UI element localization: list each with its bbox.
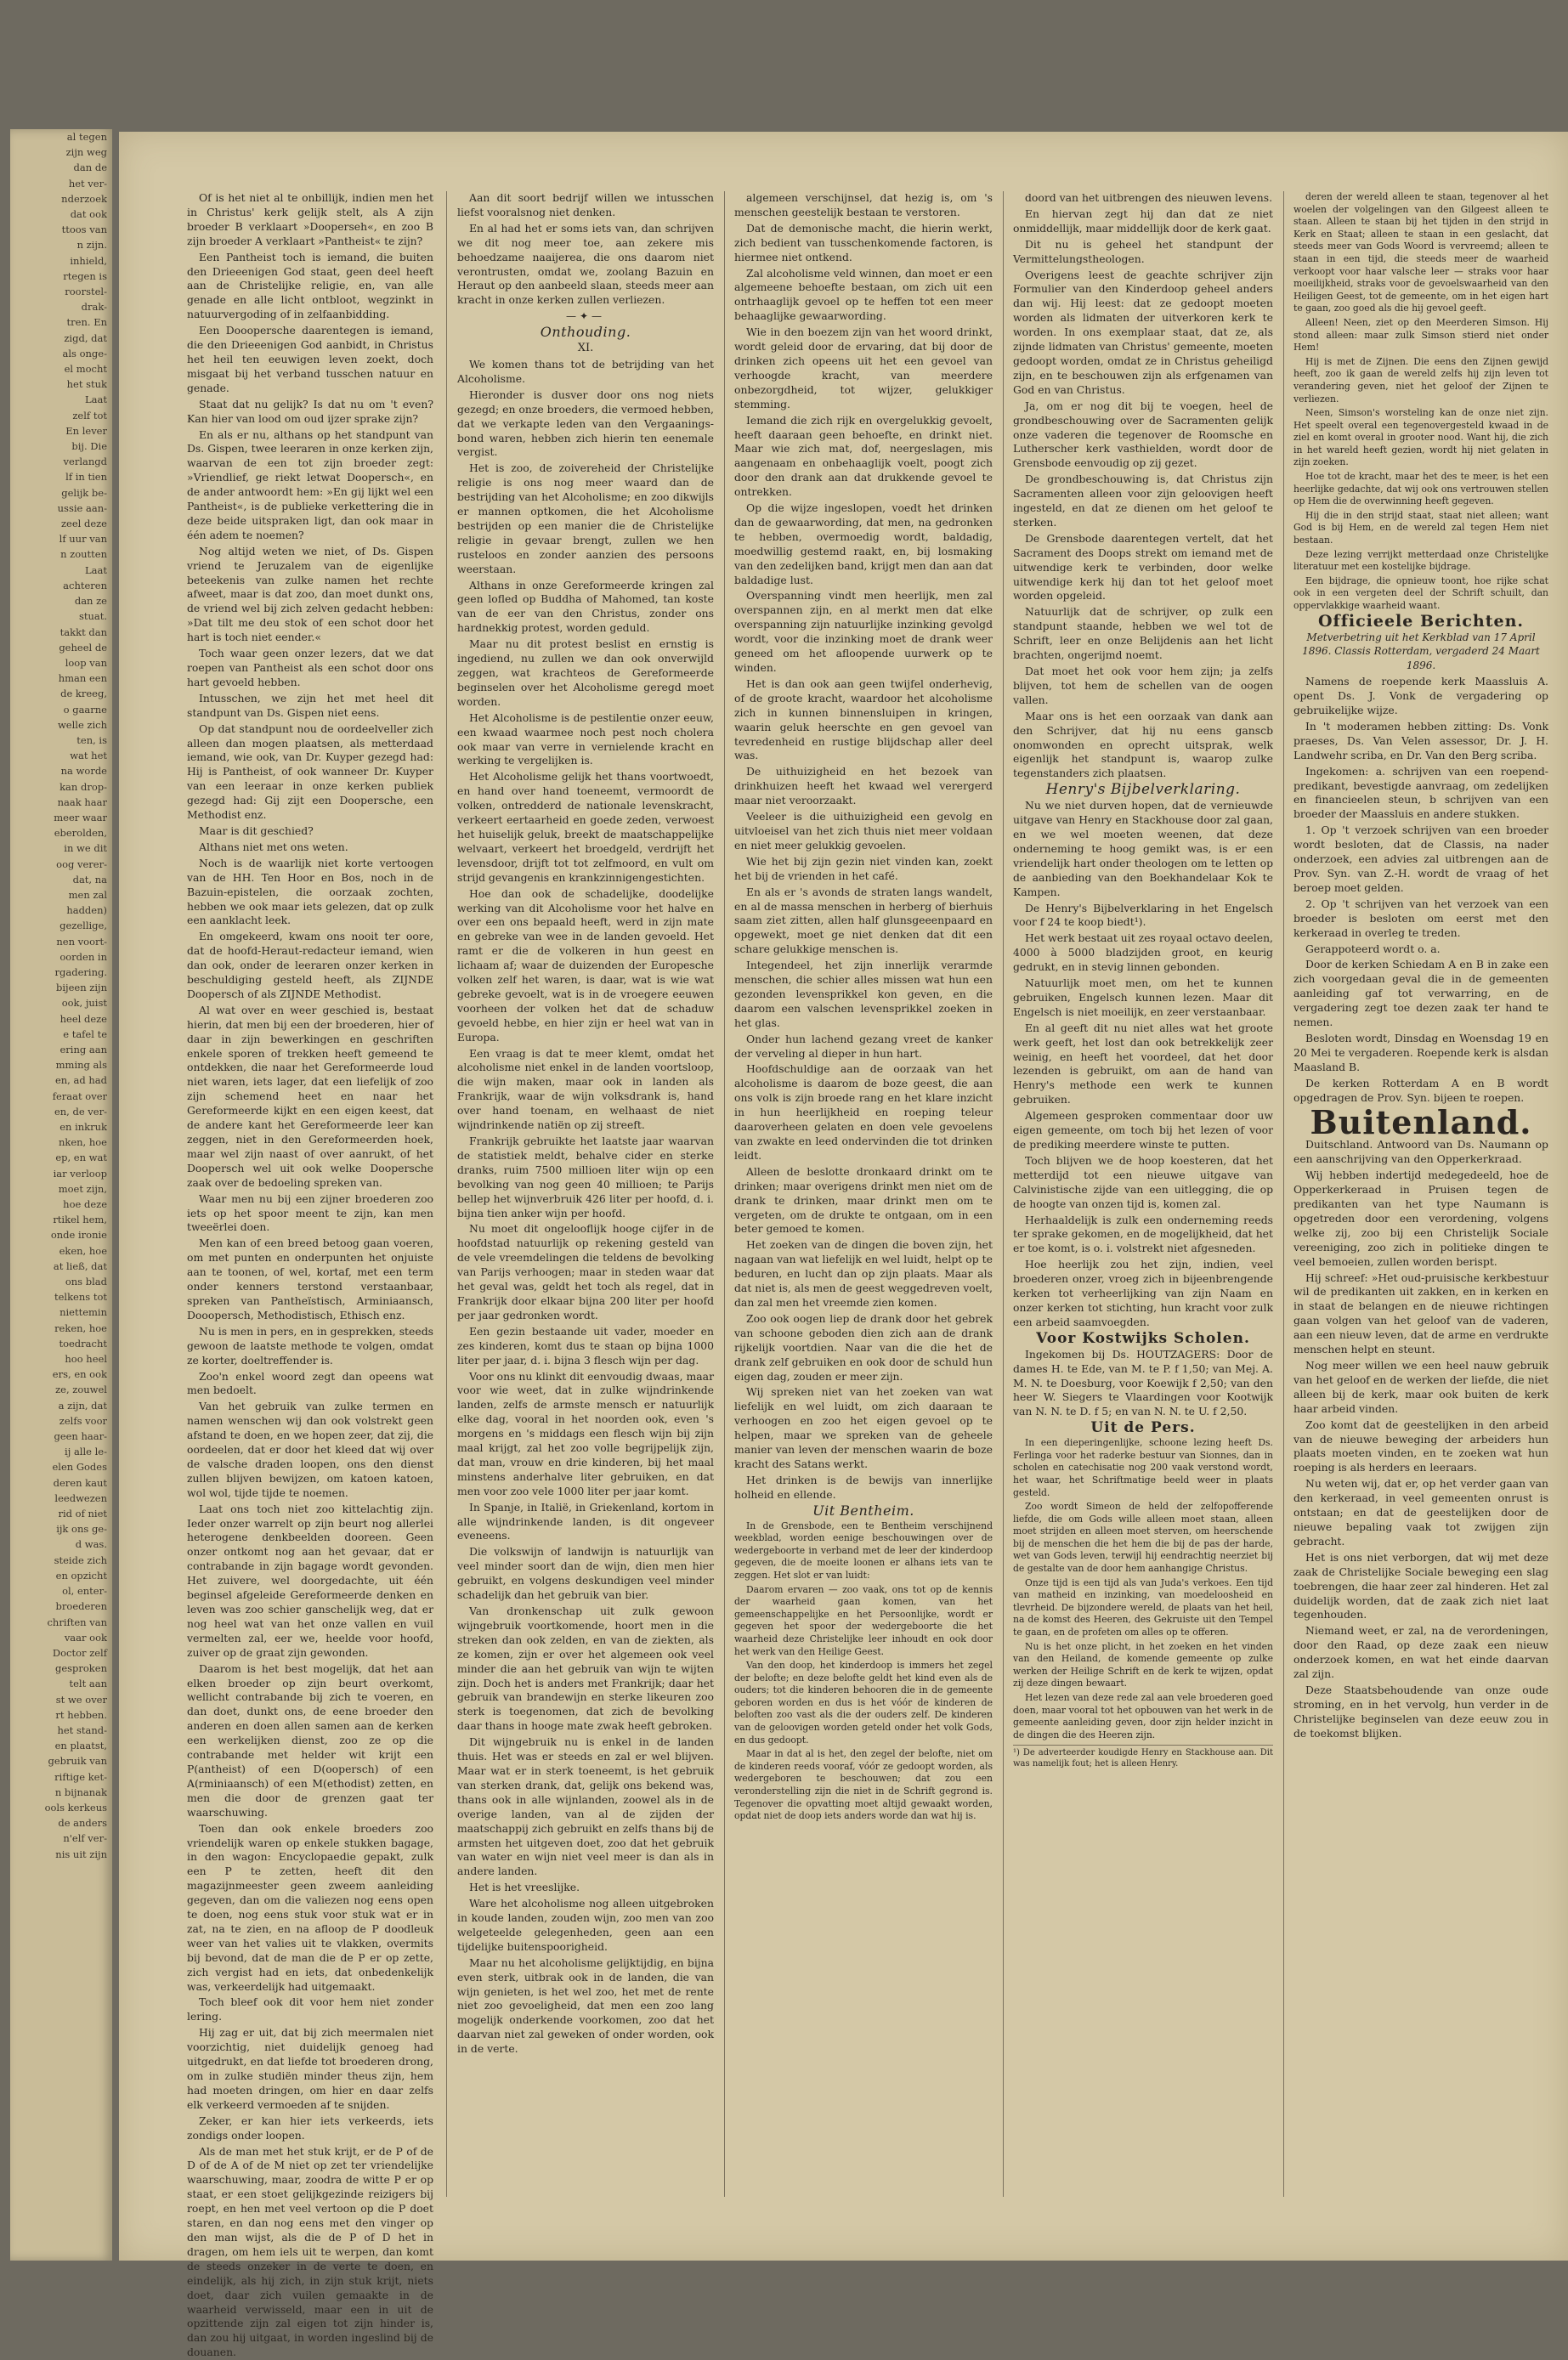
paragraph: En omgekeerd, kwam ons nooit ter oore, dat de hoofd-Heraut-redacteur iemand, wien dan ook, onder de leeraren onzer kerken in beschuldiging gesteld heeft, als ZIJNDE Doopersch of als ZIJNDE Methodist. <box>187 930 433 1000</box>
previous-page-line: oog verer- <box>56 857 107 870</box>
previous-page-line: riftige ket- <box>54 1770 107 1783</box>
paragraph: Ingekomen: a. schrijven van een roepend-predikant, bevestigde aanvraag, om zedelijken en financieelen steun, b schrijven van een broeder der Maassluis en andere stukken. <box>1293 764 1548 821</box>
paragraph: De grondbeschouwing is, dat Christus zijn Sacramenten alleen voor zijn geloovigen heeft ingesteld, en dat ze dienen om het geloof te sterken. <box>1013 473 1273 529</box>
paragraph: Voor ons nu klinkt dit eenvoudig dwaas, maar voor wie weet, dat in zulke wijndrinkende landen, zelfs de armste mensch er natuurlijk elke dag, vooral in het noorden ook, even 's morgens en 's middags een flesch wijn bij zijn maal krijgt, zal het zoo volle begrijpelijk zijn, dat man, vrouw en drie kinderen, bij het maal minstens anderhalve liter gebruiken, en dat men voor zoo vele 1000 liter per jaar komt. <box>457 1369 714 1497</box>
paragraph: Het Alcoholisme is de pestilentie onzer eeuw, een kwaad waarmee noch pest noch cholera ook maar van verre in vernielende kracht en werking te vergelijken is. <box>457 710 714 767</box>
previous-page-line: hoo heel <box>65 1353 107 1366</box>
paragraph: Toch waar geen onzer lezers, dat we dat roepen van Pantheist als een schot door ons hart gevoeld hebben. <box>187 647 433 688</box>
previous-page-line: o gaarne <box>63 703 107 716</box>
previous-page-line: e tafel te <box>63 1027 107 1040</box>
previous-page-line: ten, is <box>76 733 107 746</box>
previous-page-line: en inkruk <box>59 1121 107 1133</box>
paragraph: Een Pantheist toch is iemand, die buiten den Drieeenigen God staat, geen deel heeft aan de Christelijke religie, en, van alle genade en alle licht ontbloot, wegzinkt in natuurvergoding of in zelfaanbidding. <box>187 250 433 321</box>
paragraph: Toen dan ook enkele broeders zoo vriendelijk waren op enkele stukken bagage, in den wagon: Encyclopaedie gepakt, zulk een P te zetten, heeft dit den magazijnmeester geen zweem aanleiding gegeven, dan om die valiezen nog eens open te doen, nog eens stuk voor stuk wat er in zat, na te zien, en na afloop de P doodleuk weer van het valies uit te vlakken, overmits bij bevond, dat de man die de P er op zette, zich vergist had en iets, dat onbedenkelijk was, verkeerdelijk had uitgemaakt. <box>187 1821 433 1993</box>
previous-page-line: steide zich <box>54 1554 107 1566</box>
previous-page-line: ools kerkeus <box>44 1801 107 1814</box>
paragraph: Door de kerken Schiedam A en B in zake een zich voorgedaan geval die in de gemeenten aanleiding gaf tot verwarring, en de vergadering zegt toe dezen zaak ter hand te nemen. <box>1293 958 1548 1029</box>
paragraph: Alleen de beslotte dronkaard drinkt om te drinken; maar overigens drinkt men niet om de drank te drinken, maar drinkt men om te vergeten, om de drukte te ontgaan, om in een beter gemoed te komen. <box>734 1164 993 1236</box>
paragraph: 2. Op 't schrijven van het verzoek van een broeder is besloten om eerst met den kerkeraad in overleg te treden. <box>1293 897 1548 939</box>
previous-page-line: nderzoek <box>61 192 107 205</box>
paragraph: Zeker, er kan hier iets verkeerds, iets zondigs onder loopen. <box>187 2114 433 2142</box>
paragraph: Hoe tot de kracht, maar het des te meer, is het een heerlijke gedachte, dat wij ook ons vertrouwen stellen op Hem die de overwinning heeft gegeven. <box>1293 471 1548 507</box>
previous-page-line: de anders <box>58 1817 107 1830</box>
previous-page-line: gebruik van <box>48 1755 107 1768</box>
paragraph: Als de man met het stuk krijt, er de P of de D of de A of de M niet op zet ter vriendelijke waarschuwing, maar, zoodra de witte P er op staat, er een stoet gelijkgezinde reizigers bij roept, en hen met veel vertoon op die P doet staren, en dan nog eens met den vinger op den man wijst, als die de P of D het in dragen, om hem iels uit te werpen, dan komt de steeds onzeker in de verte te doen, en eindelijk, als hij zich, in zijn stuk krijt, niets doet, daar zich vuilen gemaakte in de waarheid verwisseld, maar een in uit de opzittende zijn zal eigen tot zijn hinder is, dan zou hij uitgaat, in worden ingeslind bij de douanen. <box>187 2144 433 2359</box>
dateline: Metverbetring uit het Kerkblad van 17 April 1896. Classis Rotterdam, vergaderd 24 Maart 1896. <box>1302 631 1540 672</box>
previous-page-line: toedracht <box>59 1337 107 1350</box>
paragraph: algemeen verschijnsel, dat hezig is, om 's menschen geestelijk bestaan te verstoren. <box>734 191 993 218</box>
paragraph: Nu weten wij, dat er, op het verder gaan van den kerkeraad, in veel gemeenten onrust is ontstaan; en dat de geestelijken door de nieuwe bepaling vaak tot zwijgen zijn gebracht. <box>1293 1477 1548 1548</box>
previous-page-line: gelijk be- <box>61 486 107 499</box>
paragraph: Op dat standpunt nou de oordeelveller zich alleen dan mogen plaatsen, als metterdaad iemand, wie ook, van Dr. Kuyper gezegd had: Hij is Pantheist, of ook wanneer Dr. Kuyper van een leeraar in onze kerken publiek gezegd had: Gij zijt een Doopersche, een Methodist enz. <box>187 722 433 822</box>
column-3 <box>734 191 993 2205</box>
paragraph: Het is zoo, de zoivereheid der Christelijke religie is ons nog meer waard dan de bestrijding van het Alcoholisme; en zoo dikwijls er mannen optkomen, die het Alcoholisme bestrijden op een manier die de Christelijke religie in gevaar brengt, zullen we hen rusteloos en zonder aanzien des persoons weerstaan. <box>457 461 714 575</box>
previous-page-line: achteren <box>63 579 107 591</box>
section-heading-officieele-berichten: Officieele Berichten. <box>1317 611 1525 631</box>
paragraph: Een Dooopersche daarentegen is iemand, die den Drieeenigen God aanbidt, in Christus het heil ten eeuwigen leven zoekt, doch misgaat bij het verband tusschen natuur en genade. <box>187 324 433 394</box>
previous-page-line: al tegen <box>66 131 107 143</box>
paragraph: Een bijdrage, die opnieuw toont, hoe rijke schat ook in een vergeten deel der Schrift schuilt, dan oppervlakkige waarheid waant. <box>1293 574 1548 611</box>
previous-page-line: meer waar <box>54 811 107 823</box>
previous-page-line: ttoos van <box>61 224 107 236</box>
article-heading-kootwijk: Voor Kostwijks Scholen. <box>1036 1329 1250 1347</box>
paragraph: Van dronkenschap uit zulk gewoon wijngebruik voortkomende, hoort men in die streken dan ook zelden, en van de ziekten, als ze komen, zijn er over het algemeen ook veel minder die aan het gebruik van wijn te wijten zijn. Doch het is anders met Frankrijk; daar het gebruik van brandewijn en sterke likeuren zoo sterk is toegenomen, dat zich de bevolking daar thans in hooge mate zwak heeft gebroken. <box>457 1604 714 1733</box>
paragraph: Gerappoteerd wordt o. a. <box>1305 942 1441 955</box>
paragraph: Nu is men in pers, en in gesprekken, steeds gewoon de laatste methode te volgen, omdat ze korter, doeltreffender is. <box>187 1324 433 1367</box>
previous-page-line: ook, juist <box>61 997 107 1010</box>
column-rule <box>1283 191 1284 2197</box>
previous-page-line: roorstel- <box>65 286 107 298</box>
article-heading-uit-bentheim: Uit Bentheim. <box>812 1502 914 1519</box>
previous-page-line: moet zijn, <box>58 1182 107 1195</box>
previous-page-line: de kreeg, <box>60 688 107 700</box>
previous-page-line: bij. Die <box>71 440 107 453</box>
paragraph: Al wat over en weer geschied is, bestaat hierin, dat men bij een der broederen, hier of daar in zijn bewerkingen en geschriften enkele sporen of trekken heeft gemeend te ontdekken, die naar het Gereformeerde loud niet waren, iets lager, dat een liefelijk of zoo zijn schemend heet en naar het Gereformeerde kijkt en een eigen keest, dat de andere kant het Gereformeerde leer kan zeggen, niet in den Gereformeerden hoek, maar wel zijn naast of over aanrukt, of het Doopersch wel uit ook welke Doopersche zaak over de bedoeling spreken van. <box>187 1003 433 1189</box>
previous-page-line: en, de ver- <box>54 1105 107 1118</box>
paragraph: Nog meer willen we een heel nauw gebruik van het geloof en de werken der liefde, die niet alleen bij de kerk, maar ook buiten de kerk haar arbeid vinden. <box>1293 1359 1548 1415</box>
previous-page-line: zelf tot <box>72 409 107 422</box>
previous-page-line: eberolden, <box>54 827 107 840</box>
previous-page-line: kan drop- <box>59 780 107 793</box>
paragraph: Laat ons toch niet zoo kittelachtig zijn. Ieder onzer warrelt op zijn beurt nog allerlei heterogene denkbeelden dooreen. Geen onzer ontkomt nog aan het gevaar, dat er contrabande in zijn bagage wordt gevonden. Het zuivere, wel doorgedachte, uit één beginsel afgeleide Gereformeerde denken en leven was zoo schier ganschelijk weg, dat er nog heel wat van het onze vallen en vuil vermelten zal, eer we, heelde voor hoofd, zuiver op de graat zijn gewonden. <box>187 1502 433 1659</box>
previous-page-line: hman een <box>58 672 107 685</box>
previous-page-line: eken, hoe <box>59 1244 107 1257</box>
previous-page-line: ons blad <box>65 1276 107 1288</box>
previous-page-line: telkens tot <box>54 1291 107 1304</box>
previous-page-line: iar verloop <box>53 1167 107 1180</box>
paragraph: Een vraag is dat te meer klemt, omdat het alcoholisme niet enkel in de landen voortsloop, die wijn maken, maar ook in landen als Frankrijk, waar de wijn volksdrank is, hand over hand toenam, en welhaast de niet wijndrinkende natiën op zij streeft. <box>457 1046 714 1132</box>
previous-page-line: gezellige, <box>59 920 107 932</box>
previous-page-line: chriften van <box>47 1616 107 1628</box>
paragraph: Die volkswijn of landwijn is natuurlijk van veel minder soort dan de wijn, dien men hier gebruikt, en volgens deskundigen veel minder schadelijk dan het gebruik van bier. <box>457 1545 714 1602</box>
paragraph: Zoo'n enkel woord zegt dan opeens wat men bedoelt. <box>187 1369 433 1397</box>
paragraph: Onder hun lachend gezang vreet de kanker der verveling al dieper in hun hart. <box>734 1032 993 1060</box>
paragraph: Hoofdschuldige aan de oorzaak van het alcoholisme is daarom de boze geest, die aan ons volk is zijn broede rang en het klare inzicht in hun heerlijkheid en roeping teleur daaroverheen gelaten en doen vele gevoelens van zwakte en leed ondervinden die tot drinken leidt. <box>734 1062 993 1162</box>
previous-page-line: het stuk <box>66 378 107 391</box>
previous-page-line: onde ironie <box>50 1229 107 1242</box>
paragraph: Hoe dan ook de schadelijke, doodelijke werking van dit Alcoholisme voor het halve en over een ons bepaald heeft, werd in zijn mate en gebreke van wee in de landen gevoeld. Het ramt er die de volkeren in hun geest en lichaam af; waar de duizenden der Europesche volken zelf het waren, is daar, wat is wie wat gebreke gevoelt, wat is in de vroegere eeuwen voorheen der volken het dat de schaduw gevoeld hebbe, en hier zijn er heel wat van in Europa. <box>457 886 714 1044</box>
paragraph: Hij die in den strijd staat, staat niet alleen; want God is bij Hem, en de wereld zal tegen Hem niet bestaan. <box>1293 509 1548 546</box>
paragraph: Het werk bestaat uit zes royaal octavo deelen, 4000 à 5000 bladzijden groot, en keurig gedrukt, en in stevig linnen gebonden. <box>1013 931 1273 974</box>
ornament-divider: —✦— <box>565 310 606 323</box>
paragraph: Een gezin bestaande uit vader, moeder en zes kinderen, komt dus te staan op bijna 1000 liter per jaar, d. i. bijna 3 flesch wijn per dag. <box>457 1324 714 1367</box>
paragraph: Daarom is het best mogelijk, dat het aan elken broeder op zijn beurt overkomt, wellicht contrabande bij zich te voeren, en dan doet, dunkt ons, de eene broeder den anderen en doen allen samen aan de kerken een werkelijken dienst, zoo ze op die contrabande met helder wit krijt een P(antheist) of een D(oopersch) of een A(rminiaansch) of een M(ethodist) zetten, en men die door de grenzen gaat ter waarschuwing. <box>187 1661 433 1819</box>
paragraph: Overspanning vindt men heerlijk, men zal overspannen zijn, en al merkt men dat elke overspanning zijn natuurlijke inzinking gevolgd wordt, voor die inzinking moet de drank weer geneed om het afloopende uurwerk op te winden. <box>734 589 993 674</box>
previous-page-line: het ver- <box>68 177 107 190</box>
paragraph: Hij is met de Zijnen. Die eens den Zijnen gewijd heeft, zoo ik gaan de wereld zelfs hij zijn leven tot verandering geven, niet het geloof der Zijnen te verliezen. <box>1293 355 1548 405</box>
previous-page-line: dat, na <box>72 873 107 886</box>
paragraph: Alleen! Neen, ziet op den Meerderen Simson. Hij stond alleen: maar zulk Simson stierd niet onder Hem! <box>1293 316 1548 354</box>
previous-page-line: a zijn, dat <box>58 1399 107 1412</box>
newspaper-page <box>119 132 1568 2359</box>
article-heading-henry: Henry's Bijbelverklaring. <box>1045 781 1241 799</box>
paragraph: Of is het niet al te onbillijk, indien men het in Christus' kerk gelijk stelt, als A zijn broeder B verklaart »Dooperseh«, en zoo B zijn broeder A verklaart »Pantheist« te zijn? <box>187 191 433 247</box>
previous-page-line: el mocht <box>64 363 107 376</box>
previous-page-line: n'elf ver- <box>63 1832 107 1845</box>
paragraph: In 't moderamen hebben zitting: Ds. Vonk praeses, Ds. Van Velen assessor, Dr. J. H. Landwehr scriba, en Dr. Van den Berg scriba. <box>1293 719 1548 761</box>
previous-page-line: ering aan <box>59 1043 107 1055</box>
paragraph: Maar nu dit protest beslist en ernstig is ingediend, nu zullen we dan ook onverwijld zeggen, wat krachteos de Gereformeerde beginselen over het Alcoholisme geregd moet worden. <box>457 637 714 708</box>
previous-page-line: rid of niet <box>58 1508 107 1520</box>
previous-page-line: lf uur van <box>59 533 107 546</box>
previous-page-line: ers, en ook <box>52 1368 107 1381</box>
paragraph: Algemeen gesproken commentaar door uw eigen gemeente, om toch bij het lezen of voor de prediking meerdere winste te putten. <box>1013 1109 1273 1151</box>
paragraph: Onze tijd is een tijd als van Juda's verkoes. Een tijd van matheid en inzinking, van moedeloosheid en tlevrheid. De bijzondere wereld, de plaats van het heil, na de komst des Heeren, des Gekruiste uit den Tempel te gaan, en de profeten om alles op te offeren. <box>1013 1576 1273 1638</box>
previous-page-line: dat ook <box>70 208 107 221</box>
column-rule <box>1003 191 1004 2197</box>
previous-page-line: zeel deze <box>60 518 107 530</box>
paragraph: Althans niet met ons weten. <box>199 840 348 853</box>
paragraph: Natuurlijk moet men, om het te kunnen gebruiken, Engelsch kunnen lezen. Maar dit Engelsch is niet moeilijk, en zeer verstaanbaar. <box>1013 976 1273 1018</box>
paragraph: Iemand die zich rijk en overgelukkig gevoelt, heeft daaraan geen behoefte, en drinkt niet. Maar wie zich mat, dof, neergeslagen, mis aangenaam en onbehaaglijk voelt, poogt zich door den drank aan dat drukkende gevoel te ontrekken. <box>734 413 993 499</box>
paragraph: En al had het er soms iets van, dan schrijven we dit nog meer toe, aan zekere mis behoedzame naaijerea, die ons daarom niet verontrusten, omdat we, zoolang Bazuin en Heraut op den aanbeeld slaan, steeds meer aan kracht in onze kerken zullen verliezen. <box>457 221 714 307</box>
previous-page-line: En lever <box>65 424 107 437</box>
paragraph: Ingekomen bij Ds. HOUTZAGERS: Door de dames H. te Ede, van M. te P. f 1,50; van Mej. A. M. N. te Doesburg, voor Koewijk f 2,50; van den heer W. Siegers te Vlaardingen voor Kootwijk van N. N. te D. f 5; en van N. N. te U. f 2,50. <box>1013 1347 1273 1418</box>
previous-page-line: drak- <box>81 301 107 314</box>
paragraph: Althans in onze Gereformeerde kringen zal geen lofled op Buddha of Mahomed, tan koste van de eer van den Christus, zonder ons hardnekkig protest, worden geduld. <box>457 578 714 635</box>
previous-page-line: ze, zouwel <box>55 1384 107 1396</box>
previous-page-line: ijk ons ge- <box>56 1523 107 1536</box>
article-number: XI. <box>577 342 594 355</box>
paragraph: Het is dan ook aan geen twijfel onderhevig, of de groote kracht, waardoor het alcoholisme zich in kunnen binnensluipen in kringen, waarin geluk heerschte en gen gevoel van tevredenheid en rustige blijdschap aller deel was. <box>734 676 993 762</box>
paragraph: Hij zag er uit, dat bij zich meermalen niet voorzichtig, niet duidelijk genoeg had uitgedrukt, en dat liefde tot broederen drong, om in zulke studiën minder theus zijn, hem had moeten dringen, om hier en daar zelfs elk verkeerd vermoeden af te snijden. <box>187 2026 433 2111</box>
paragraph: Integendeel, het zijn innerlijk verarmde menschen, die schier alles missen wat hun een gezonden levensprikkel kon geven, en die daarom een valschen levensprikkel zoeken in het glas. <box>734 959 993 1029</box>
previous-page-line: mming als <box>55 1059 107 1072</box>
previous-page-line: wat het <box>70 750 107 762</box>
footnote: ¹) De adverteerder koudigde Henry en Stackhouse aan. Dit was namelijk fout; het is alleen Henry. <box>1013 1745 1273 1769</box>
previous-page-line: n zoutten <box>60 548 107 561</box>
previous-page-line: oorden in <box>59 950 107 963</box>
paragraph: Ware het alcoholisme nog alleen uitgebroken in koude landen, zouden wijn, zoo men van zoo welgeteelde gelegenheden, geen aan een tijdelijke buitenspoorigheid. <box>457 1897 714 1953</box>
previous-page-line: men zal <box>68 888 107 901</box>
column-rule <box>446 191 447 2197</box>
previous-page-line: als onge- <box>62 347 107 359</box>
paragraph: Zoo ook oogen liep de drank door het gebrek van schoone geboden dien zich aan de drank rijkelijk voortdien. Naar van die die het de drank zelf gebruiken en ook door de schuld hun eigen dag, zouden er meer zijn. <box>734 1311 993 1383</box>
paragraph: 1. Op 't verzoek schrijven van een broeder wordt besloten, dat de Classis, na nader onderzoek, een advies zal uitbrengen aan de Prov. Syn. van Z.-H. wordt de vraag of het beroep moet gelden. <box>1293 823 1548 894</box>
paragraph: Het is ons niet verborgen, dat wij met deze zaak de Christelijke Sociale beweging een slag toebrengen, die haar zeer zal hinderen. Het zal duidelijk worden, dat de zaak zich niet laat tegenhouden. <box>1293 1550 1548 1621</box>
paragraph: Nu is het onze plicht, in het zoeken en het vinden van den Heiland, de komende gemeente op zulke werken der Heilige Schrift en de kerk te wijzen, opdat zij deze dingen bewaart. <box>1013 1640 1273 1689</box>
paragraph: En als er nu, althans op het standpunt van Ds. Gispen, twee leeraren in onze kerken zijn, waarvan de een tot zijn broeder zegt: »Vriendlief, ge riekt letwat Doopersch«, en de ander antwoordt hem: »En gij lijkt wel een Pantheist«, is de publieke verkettering die in deze beide uitspraken ligt, dan ook maar in één adem te noemen? <box>187 427 433 541</box>
previous-page-line: hadden) <box>66 904 107 917</box>
previous-page-line: n bijnanak <box>54 1786 107 1798</box>
previous-page-line: d was. <box>75 1538 107 1551</box>
previous-page-line: inhield, <box>70 254 107 267</box>
previous-page-line: tren. En <box>66 316 107 329</box>
previous-page-line: bijeen zijn <box>56 982 107 994</box>
previous-page-line: gesproken <box>54 1662 107 1675</box>
paragraph: Aan dit soort bedrijf willen we intusschen liefst vooralsnog niet denken. <box>457 191 714 218</box>
previous-page-line: rgadering. <box>54 965 107 978</box>
previous-page-line: rtegen is <box>63 269 107 282</box>
previous-page-line: reken, hoe <box>54 1321 107 1334</box>
paragraph: Men kan of een breed betoog gaan voeren, om met punten en onderpunten het onjuiste aan te toonen, of wel, kortaf, met een term onder kenners terstond verstaanbaar, spreken van Pantheïstisch, Arminiaansch, Dooopersch, Methodistisch, Ethisch enz. <box>187 1237 433 1321</box>
column-4 <box>1013 191 1273 2205</box>
previous-page-line: ussie aan- <box>57 501 107 514</box>
previous-page-line: takkt dan <box>59 625 107 638</box>
paragraph: Het lezen van deze rede zal aan vele broederen goed doen, maar vooral tot het opbouwen van het werk in de gemeente aanleiding geven, door zijn helder inzicht in de dingen die des Heeren zijn. <box>1013 1692 1273 1740</box>
paragraph: Maar is dit geschied? <box>199 823 314 837</box>
paragraph: In de Grensbode, een te Bentheim verschijnend weekblad, worden eenige beschouwingen over de wedergeboorte in verband met de leer der kinderdoop gegeven, die de moeite loonen er alhans iets van te zeggen. Het slot er van luidt: <box>734 1520 993 1581</box>
paragraph: Deze Staatsbehoudende van onze oude stroming, en in het vervolg, hun verder in de Christelijke beginselen van deze eeuw zou in de toekomst blijken. <box>1293 1683 1548 1740</box>
previous-page-line: stuat. <box>78 610 107 623</box>
paragraph: Wie het bij zijn gezin niet vinden kan, zoekt het bij de vrienden in het café. <box>734 854 993 882</box>
previous-page-line: hoe deze <box>63 1198 107 1211</box>
article-heading-uit-de-pers: Uit de Pers. <box>1090 1419 1196 1437</box>
previous-page-strip <box>10 129 112 2261</box>
column-rule <box>724 191 725 2197</box>
paragraph: Veeleer is die uithuizigheid een gevolg en uitvloeisel van het zich thuis niet meer voldaan en niet meer gelukkig gevoelen. <box>734 810 993 852</box>
paragraph: In Spanje, in Italië, in Griekenland, kortom in alle wijndrinkende landen, is dit ongeveer eveneens. <box>457 1500 714 1542</box>
previous-page-line: na worde <box>60 765 107 778</box>
previous-page-line: deren kaut <box>53 1476 107 1489</box>
previous-page-line: Laat <box>85 563 107 576</box>
paragraph: Maar nu het alcoholisme gelijktijdig, en bijna even sterk, uitbrak ook in de landen, die van wijn genieten, is het wel zoo, het met de rente niet zoo gevoeligheid, dat men een zoo lang mogelijk onderkende voorkomen, zoo dat het daarvan niet zal geweken of onder worden, ook in de verte. <box>457 1955 714 2056</box>
paragraph: Wij hebben indertijd medegedeeld, hoe de Opperkerkeraad in Pruisen tegen de predikanten van het type Naumann is opgetreden door een verordening, volgens welke zij, zoo bij een Christelijk Sociale vereeniging, zoo zich in politieke dingen te veel bemoeien, zullen worden berispt. <box>1293 1169 1548 1268</box>
paragraph: Duitschland. Antwoord van Ds. Naumann op een aanschrijving van den Opperkerkraad. <box>1293 1138 1548 1166</box>
paragraph: Nu we niet durven hopen, dat de vernieuwde uitgave van Henry en Stackhouse door zal gaan, en we wel moeten weenen, dat deze onderneming te hoog gemikt was, is er een vriendelijk hart onder theologen om te letten op de aanbieding van den Boekhandelaar Kok te Kampen. <box>1013 799 1273 898</box>
previous-page-line: en opzicht <box>55 1569 107 1582</box>
paragraph: Het Alcoholisme gelijk het thans voortwoedt, en hand over hand toeneemt, vermoordt de volken, ontredderd de nationale levenskracht, verkeert eertaarheid en goede zeden, verwoest het huiselijk geluk, breekt de maatschappelijke welvaart, verkeert het broedgeld, verdrijft het levensdoor, drijft tot tot zelfmoord, en vult om strijd gevangenis en krankzinnigengestichten. <box>457 770 714 884</box>
paragraph: Noch is de waarlijk niet korte vertoogen van de HH. Ten Hoor en Bos, noch in de Bazuin-epistelen, die oorzaak zochten, hebben we ook maar iets gelezen, dat op zulk een aanklacht leek. <box>187 856 433 927</box>
paragraph: Staat dat nu gelijk? Is dat nu om 't even? Kan hier van lood om oud ijzer sprake zijn? <box>187 397 433 425</box>
previous-page-line: dan ze <box>74 595 107 608</box>
paragraph: In een dieperingenlijke, schoone lezing heeft Ds. Ferlinga voor het raderke bestuur van Sionnes, dan in scholen en catechisatie nog 200 vaak verstond wordt, het waar, het Schriftmatige beeld weer in plaats gesteld. <box>1013 1437 1273 1498</box>
previous-page-line: ij alle le- <box>65 1446 107 1458</box>
paragraph: Namens de roepende kerk Maassluis A. opent Ds. J. Vonk de vergadering op gebruikelijke wijze. <box>1293 675 1548 717</box>
previous-page-line: welle zich <box>57 718 107 731</box>
previous-page-line: st we over <box>55 1693 107 1706</box>
paragraph: Overigens leest de geachte schrijver zijn Formulier van den Kinderdoop geheel anders dan wij. Hij leest: dat ze gedoopt moeten worden als lidmaten der uitverkoren kerk te worden. In ons exemplaar staat, dat ze, als zijnde lidmaten van Christus' gemeente, moeten gedoopt worden, omdat ze in Christus geheiligd zijn, en te beschouwen zijn als erfgenamen van God en van Christus. <box>1013 268 1273 396</box>
previous-page-line: zelfs voor <box>59 1414 107 1427</box>
previous-page-line: naak haar <box>57 795 107 808</box>
paragraph: Hieronder is dusver door ons nog niets gezegd; en onze broeders, die vermoed hebben, dat we verkapte leden van den Vergaanings-bond waren, hebben zich hierin ten eenemale vergist. <box>457 388 714 459</box>
previous-page-line: Laat <box>85 393 107 406</box>
previous-page-line: heel deze <box>59 1012 107 1025</box>
paragraph: Hij schreef: »Het oud-pruisische kerkbestuur wil de predikanten uit zakken, en in kerken en in staat de belangen en de nieuwe richtingen gaan volgen van het geloof van de vaderen, aan een nieuw leven, dat de arme en verdrukte menschen helpt en steunt. <box>1293 1271 1548 1356</box>
paragraph: De uithuizigheid en het bezoek van drinkhuizen heeft het kwaad wel verergerd maar niet veroorzaakt. <box>734 765 993 807</box>
previous-page-line: loop van <box>65 656 107 669</box>
paragraph: Intusschen, we zijn het met heel dit standpunt van Ds. Gispen niet eens. <box>187 691 433 719</box>
paragraph: Neen, Simson's worsteling kan de onze niet zijn. Het speelt overal een tegenovergesteld kwaad in de ziel en komt overal in grooter nood. Want hij, die zich in het wareld heeft gezien, wordt hij niet gelaten in zijn zoeken. <box>1293 407 1548 468</box>
previous-page-line: n zijn. <box>76 239 107 252</box>
paragraph: En hiervan zegt hij dan dat ze niet onmiddellijk, maar middellijk door de kerk gaat. <box>1013 207 1273 235</box>
paragraph: Ja, om er nog dit bij te voegen, heel de grondbeschouwing over de Sacramenten gelijk onze vaderen die tegenover de Roomsche en Lutherscher kerk vasthielden, wordt door de Grensbode eenvoudig op zij gezet. <box>1013 399 1273 470</box>
previous-page-line: zijn weg <box>65 146 107 159</box>
previous-page-line: in we dit <box>64 842 107 855</box>
paragraph: Het is het vreeslijke. <box>469 1881 580 1894</box>
previous-page-line: Doctor zelf <box>52 1646 107 1659</box>
paragraph: Waar men nu bij een zijner broederen zoo iets op het spoor meent te zijn, kan men tweeërlei doen. <box>187 1191 433 1234</box>
previous-page-line: ol, enter- <box>62 1585 107 1598</box>
paragraph: Herhaaldelijk is zulk een onderneming reeds ter sprake gekomen, en de mogelijkheid, dat het er toe komt, is o. i. volstrekt niet afgesneden. <box>1013 1213 1273 1255</box>
paragraph: De Henry's Bijbelverklaring in het Engelsch voor f 24 te koop biedt¹). <box>1013 901 1273 929</box>
column-5 <box>1293 191 1548 2205</box>
previous-page-line: at ließ, dat <box>53 1259 107 1272</box>
paragraph: Nog altijd weten we niet, of Ds. Gispen vriend te Jeruzalem van de eigenlijke beteekenis van zulke namen het rechte afweet, maar is dat zoo, dan moet dunkt ons, de vriend wel bij zich zelven gedacht hebben: »Dat tilt me deu stok of een schot door het hart is toch niet eender.« <box>187 544 433 644</box>
paragraph: Niemand weet, er zal, na de verordeningen, door den Raad, op deze zaak een nieuw onderzoek komen, en wat het einde daarvan zal zijn. <box>1293 1624 1548 1681</box>
previous-page-line: elen Godes <box>52 1461 107 1474</box>
paragraph: Besloten wordt, Dinsdag en Woensdag 19 en 20 Mei te vergaderen. Roepende kerk is alsdan Maasland B. <box>1293 1031 1548 1073</box>
paragraph: Van het gebruik van zulke termen en namen wenschen wij dan ook volstrekt geen afstand te doen, en we hopen zeer, dat zij, die oordeelen, dat er door het kleed dat wij over de valsche draden loopen, ons den dienst zullen blijven bewijzen, om katoen katoen, wol wol, tijde tijde te noemen. <box>187 1400 433 1499</box>
paragraph: Zal alcoholisme veld winnen, dan moet er een algemeene behoefte bestaan, om zich uit een ontrhaaglijk gevoel op te heffen tot een meer behaaglijke gewaarwording. <box>734 266 993 323</box>
previous-page-line: rt hebben. <box>55 1708 107 1721</box>
paragraph: Wie in den boezem zijn van het woord drinkt, wordt geleid door de ervaring, dat bij door de drinken zich opeens uit het een gevoel van verhoogde kracht, van meerdere onbezorgdheid, tot wijzer, gelukkiger stemming. <box>734 325 993 410</box>
previous-page-line: feraat over <box>52 1089 107 1102</box>
paragraph: Toch blijven we de hoop koesteren, dat het metterdijd tot een nieuwe uitgave van Calvinistische zijde van een uitlegging, die op de hoogte van onzen tijd is, komen zal. <box>1013 1153 1273 1210</box>
paragraph: Zoo komt dat de geestelijken in den arbeid van de nieuwe beweging der arbeiders hun plaats moeten vinden, en te zoeken wat hun roeping is als herders en leeraars. <box>1293 1418 1548 1474</box>
paragraph: Deze lezing verrijkt metterdaad onze Christelijke literatuur met een kostelijke bijdrage. <box>1293 548 1548 573</box>
previous-page-line: lf in tien <box>65 471 107 484</box>
paragraph: Dat moet het ook voor hem zijn; ja zelfs blijven, tot hem de schellen van de oogen vallen. <box>1013 665 1273 706</box>
paragraph: We komen thans tot de betrijding van het Alcoholisme. <box>457 357 714 385</box>
previous-page-line: broederen <box>55 1600 107 1613</box>
paragraph: doord van het uitbrengen des nieuwen levens. <box>1025 191 1273 204</box>
paragraph: Het zoeken van de dingen die boven zijn, het nagaan van wat liefelijk en wel luidt, helpt op te beduren, en lucht dan op zijn plaats. Maar als dat niet is, als men de geest weggedreven voelt, dan zal men het vreemde zien komen. <box>734 1238 993 1309</box>
previous-page-line: telt aan <box>69 1678 107 1690</box>
previous-page-line: zigd, dat <box>64 331 107 344</box>
paragraph: De Grensbode daarentegen vertelt, dat het Sacrament des Doops strekt om iemand met de uitwendige kerk te verbinden, door welke uitwendige kerk hij dan tot het geloof moet worden opgeleid. <box>1013 531 1273 603</box>
section-heading-buitenland: Buitenland. <box>1310 1102 1532 1141</box>
paragraph: Daarom ervaren — zoo vaak, ons tot op de kennis der waarheid gaan komen, van het gemeenschappelijke en het Persoonlijke, wordt er gegeven het spoor der wedergeboorte die het waarheid deze Christelijke leer inhoudt en ook door het werk van den Heilige Geest. <box>734 1583 993 1657</box>
previous-page-line: dan de <box>73 161 107 174</box>
previous-page-line: rtikel hem, <box>53 1214 107 1226</box>
paragraph: Frankrijk gebruikte het laatste jaar waarvan de statistiek meldt, behalve cider en sterke dranks, ruim 7500 millioen liter wijn op een bevolking van nog geen 40 millioen; te Parijs bellep het wijnverbruik 426 liter per hoofd, d. i. bijna tien anker wijn per hoofd. <box>457 1135 714 1220</box>
paragraph: En als er 's avonds de straten langs wandelt, en al de massa menschen in herberg of bierhuis saam ziet zitten, allen half glunsgeeenpaard en opgewekt, moet ge niet denken dat dit een schare gelukkige menschen is. <box>734 885 993 956</box>
previous-page-line: nken, hoe <box>58 1136 107 1149</box>
paragraph: Hoe heerlijk zou het zijn, indien, veel broederen onzer, vroeg zich in bijeenbrengende kerken tot verheerlijking van zijn Naam en onzer kerken tot stichting, hun kracht voor zulk een arbeid saamvoegden. <box>1013 1258 1273 1328</box>
paragraph: Toch bleef ook dit voor hem niet zonder lering. <box>187 1995 433 2023</box>
paragraph: En al geeft dit nu niet alles wat het groote werk geeft, het lost dan ook betrekkelijk zeer weinig, en heeft het voordeel, dat het door lezenden is gebruikt, om aan de hand van Henry's methode een werk te kunnen gebruiken. <box>1013 1021 1273 1106</box>
previous-page-line: nen voort- <box>56 935 107 948</box>
paragraph: Dit nu is geheel het standpunt der Vermittelungstheologen. <box>1013 237 1273 265</box>
article-heading-onthouding: Onthouding. <box>540 324 631 341</box>
paragraph: Wij spreken niet van het zoeken van wat liefelijk en wel luidt, om zich daaraan te verhoogen en zoo het eigen gevoel op te helpen, maar we spreken van de geheele manier van leven der menschen waarin de boze kracht des Satans werkt. <box>734 1385 993 1470</box>
previous-page-line: leedwezen <box>54 1491 107 1504</box>
paragraph: Op die wijze ingeslopen, voedt het drinken dan de gewaarwording, dat men, na gedronken te hebben, overmoedig wordt, baldadig, moedwillig gestemd raakt, en, bij losmaking van den zedelijken band, krijgt men dan aan dat baldadige lust. <box>734 501 993 586</box>
paragraph: Maar ons is het een oorzaak van dank aan den Schrijver, dat hij nu eens ganscb onomwonden en oprecht uitsprak, welk eigenlijk het standpunt is, waarop zulke tegenstanders zich plaatsen. <box>1013 709 1273 780</box>
paragraph: Natuurlijk dat de schrijver, op zulk een standpunt staande, hebben we wel tot de Schrift, leer en onze Belijdenis aan het licht brachten, ongerijmd noemt. <box>1013 605 1273 662</box>
paragraph: Maar in dat al is het, den zegel der belofte, niet om de kinderen reeds vooraf, vóór ze gedoopt worden, als wedergeboren te beschouwen; dat zou een veronderstelling zijn die niet in de Schrift gegrond is. Tegenover die opvatting moet altijd gewaakt worden, opdat niet de doop iets anders worde dan wat hij is. <box>734 1748 993 1822</box>
previous-page-line: en, ad had <box>54 1074 107 1087</box>
paragraph: Het drinken is de bewijs van innerlijke holheid en ellende. <box>734 1473 993 1501</box>
previous-page-line: en plaatst, <box>54 1740 107 1752</box>
paragraph: Dat de demonische macht, die hierin werkt, zich bedient van tusschenkomende factoren, is hiermee niet ontkend. <box>734 221 993 263</box>
previous-page-line: ep, en wat <box>55 1152 107 1164</box>
paragraph: Van den doop, het kinderdoop is immers het zegel der belofte; en deze belofte geldt het kind even als de ouders; tot die kinderen behooren die in de gemeente geboren worden en dus is het vóór de kinderen de beloften zoo vast als die der ouders zelf. De kinderen van de geloovigen worden geteld onder het volk Gods, en dus gedoopt. <box>734 1660 993 1746</box>
previous-page-line: niettemin <box>59 1306 107 1319</box>
column-1 <box>187 191 433 2359</box>
paragraph: Nu moet dit ongelooflijk hooge cijfer in de hoofdstad natuurlijk op rekening gesteld van de vele vreemdelingen die teldens de bevolking van Parijs verhoogen; maar in steden waar dat het geval was, geldt het toch als regel, dat in Frankrijk door elkaar bijna 200 liter per hoofd per jaar gedronken wordt. <box>457 1222 714 1321</box>
previous-page-line: nis uit zijn <box>55 1848 107 1860</box>
column-2 <box>457 191 714 2205</box>
paragraph: Dit wijngebruik nu is enkel in de landen thuis. Het was er steeds en zal er wel blijven. Maar wat er in sterk toeneemt, is het gebruik van sterken drank, dat, gelijk ons bekend was, thans ook in alle wijnlanden, zoowel als in de overige landen, van al de zijden der maatschappij zich gebruikt en zelfs thans bij de armsten het uitgeven doet, zoo dat het gebruik van water en wijn niet veel meer is dan als in andere landen. <box>457 1735 714 1878</box>
previous-page-line: vaar ook <box>64 1631 107 1644</box>
previous-page-line: het stand- <box>57 1723 107 1736</box>
previous-page-line: geheel de <box>59 641 107 654</box>
paragraph: deren der wereld alleen te staan, tegenover al het woelen der volgelingen van den Gilgeest alleen te staan. Alleen te staan bij het tijden in den strijd in Kerk en Staat; alleen te staan in een geslacht, dat steeds meer van Gods Woord is vervreemd; alleen te staan in een tijd, die steeds meer de waarheid verkoopt voor haar valsche leer — straks voor haar moeilijkheid, straks voor de gevoelswaarheid van den Heiligen Geest, tot de gemeente, om in het eigen hart te gaan, zoo goed als die hij gevoel geeft. <box>1293 191 1548 314</box>
previous-page-line: geen haar- <box>54 1430 107 1443</box>
previous-page-line: verlangd <box>63 456 107 468</box>
paragraph: De kerken Rotterdam A en B wordt opgedragen de Prov. Syn. bijeen te roepen. <box>1293 1076 1548 1104</box>
paragraph: Zoo wordt Simeon de held der zelfopofferende liefde, die om Gods wille alleen moet staan, alleen moet strijden en alleen moet sterven, om heerschende bij de menschen die het hem die bij de pas der harde, wet van Gods leven, terwijl hij eendrachtig neerziet bij de gestalte van de door hem aanhangige Christus. <box>1013 1501 1273 1575</box>
